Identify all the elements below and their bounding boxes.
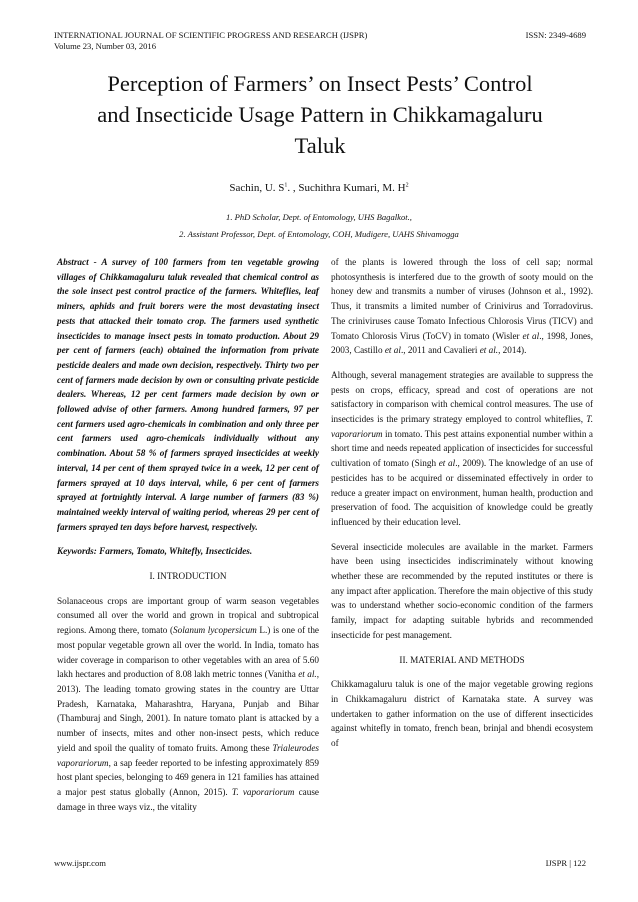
paragraph-methods: Chikkamagaluru taluk is one of the major vegetable growing regions in Chikkamagaluru district of Karnataka state. A survey was undertaken to gather information on the use of different insecticides against whitefly in tomato, french bean, brinjal and bhendi ecosystem of: [331, 679, 593, 749]
abstract: Abstract - A survey of 100 farmers from ten vegetable growing villages of Chikkamagaluru taluk revealed that chemical control as the sole insect pest control practice of the farmers. Whiteflies, leaf miners, aphids and fruit borers were the most devastating insect pests that attacked their tomato crop. The farmers used synthetic insecticides to manage insect pests in tomato production. About 29 per cent of farmers (each) obtained the information from private pesticide dealers and made own decision, respectively. Thirty two per cent of farmers made decision by own or consulting private pesticide dealers. Whereas, 12 per cent farmers made decision by own or followed advise of other farmers. Among hundred farmers, 97 per cent farmers used agro-chemicals in combination and only three per cent farmers used agro-chemicals individually without any combination. About 58 % of farmers sprayed insecticides at weekly interval, 14 per cent of them sprayed twice in a week, 12 per cent of farmers sprayed at 10 days interval, while, 6 per cent of farmers sprayed at fortnightly interval. A large number of farmers (83 %) maintained weekly interval of waiting period, whereas 29 per cent of farmers sprayed ten days before harvest, respectively.: [57, 257, 319, 532]
title-line: Perception of Farmers’ on Insect Pests’ Control: [107, 71, 533, 96]
section-heading-methods: II. MATERIAL AND METHODS: [399, 654, 525, 665]
title-line: Taluk: [294, 133, 346, 158]
affiliations: [0, 209, 638, 243]
page-number: IJSPR | 122: [545, 858, 586, 868]
paragraph-management: Although, several management strategies are available to suppress the pests on crops, efficacy, spread and cost of operations are not satisfactory in comparison with chemical control measures. The use of insecticides is the primary strategy employed to control whiteflies, T. vaporariorum in tomato. This pest attains exponential number within a short time and needs repeated application of insecticides for successful cultivation of tomato (Singh et al., 2009). The knowledge of an use of pesticides has to be acquired or disseminated effectively in order to reduce a greater impact on environment, human health, production and preservation of food. The acquisition of knowledge could be greatly influenced by their education level.: [331, 369, 594, 527]
keywords: Keywords: Farmers, Tomato, Whitefly, Insecticides.: [57, 546, 253, 557]
affiliation-2: 2. Assistant Professor, Dept. of Entomology, COH, Mudigere, UAHS Shivamogga: [179, 229, 459, 239]
paragraph-molecules: Several insecticide molecules are available in the market. Farmers have been using insecticides indiscriminately without knowing whether these are recommended by the reputed institutes or there is any impact after application. Therefore the main objective of this study was to understand whether socio-economic condition of the farmers family, impact for adapting suitable hybrids and recommended insecticide for pest management.: [331, 541, 593, 640]
footer-url: www.ijspr.com: [54, 858, 106, 868]
intro-paragraph: Solanaceous crops are important group of warm season vegetables consumed all over the world and grown in tropical and subtropical regions. Among there, tomato (Solanum lycopersicum L.) is one of the most popular vegetable grown all over the world. In India, tomato has wider coverage in comparison to other vegetables with an area of 5.60 lakh hectares and production of 8.08 lakh metric tonnes (Vanitha et al., 2013). The leading tomato growing states in the country are Uttar Pradesh, Karnataka, Maharashtra, Haryana, Punjab and Bihar (Thamburaj and Singh, 2001). In nature tomato plant is attacked by a number of insects, mites and other non-insect pests, which reduce yield and spoil the quality of tomato fruits. Among these Trialeurodes vaporariorum, a sap feeder reported to be infesting approximately 859 host plant species, belonging to 469 genera in 121 families has attained a major pest status globally (Annon, 2015). T. vaporariorum cause damage in three ways viz., the vitality: [57, 595, 320, 812]
paragraph-virus: of the plants is lowered through the loss of cell sap; normal photosynthesis is interfered due to the growth of sooty mould on the honey dew and transmits a number of viruses (Johnson et al., 1992). Thus, it transmits a limited number of Crinivirus and Torradovirus. The criniviruses cause Tomato Infectious Chlorosis Virus (TICV) and Tomato Chlorosis Virus (ToCV) in tomato (Wisler et al., 1998, Jones, 2003, Castillo et al., 2011 and Cavalieri et al., 2014).: [331, 257, 593, 356]
authors: Sachin, U. $S^1$. , Suchithra Kumari, M. $H^2$: [229, 182, 409, 194]
running-header: [54, 30, 586, 52]
page-footer: [54, 858, 586, 868]
journal-name: INTERNATIONAL JOURNAL OF SCIENTIFIC PROGRESS AND RESEARCH (IJSPR): [54, 30, 368, 40]
affiliation-1: 1. PhD Scholar, Dept. of Entomology, UHS Bagalkot.,: [226, 212, 412, 222]
volume-info: Volume 23, Number 03, 2016: [54, 41, 157, 51]
title-line: and Insecticide Usage Pattern in Chikkamagaluru: [97, 102, 543, 127]
issn: ISSN: 2349-4689: [525, 30, 586, 40]
paper-title: [40, 68, 600, 161]
section-heading-introduction: I. INTRODUCTION: [149, 571, 227, 582]
right-column: [331, 255, 593, 761]
left-column: [57, 255, 319, 824]
